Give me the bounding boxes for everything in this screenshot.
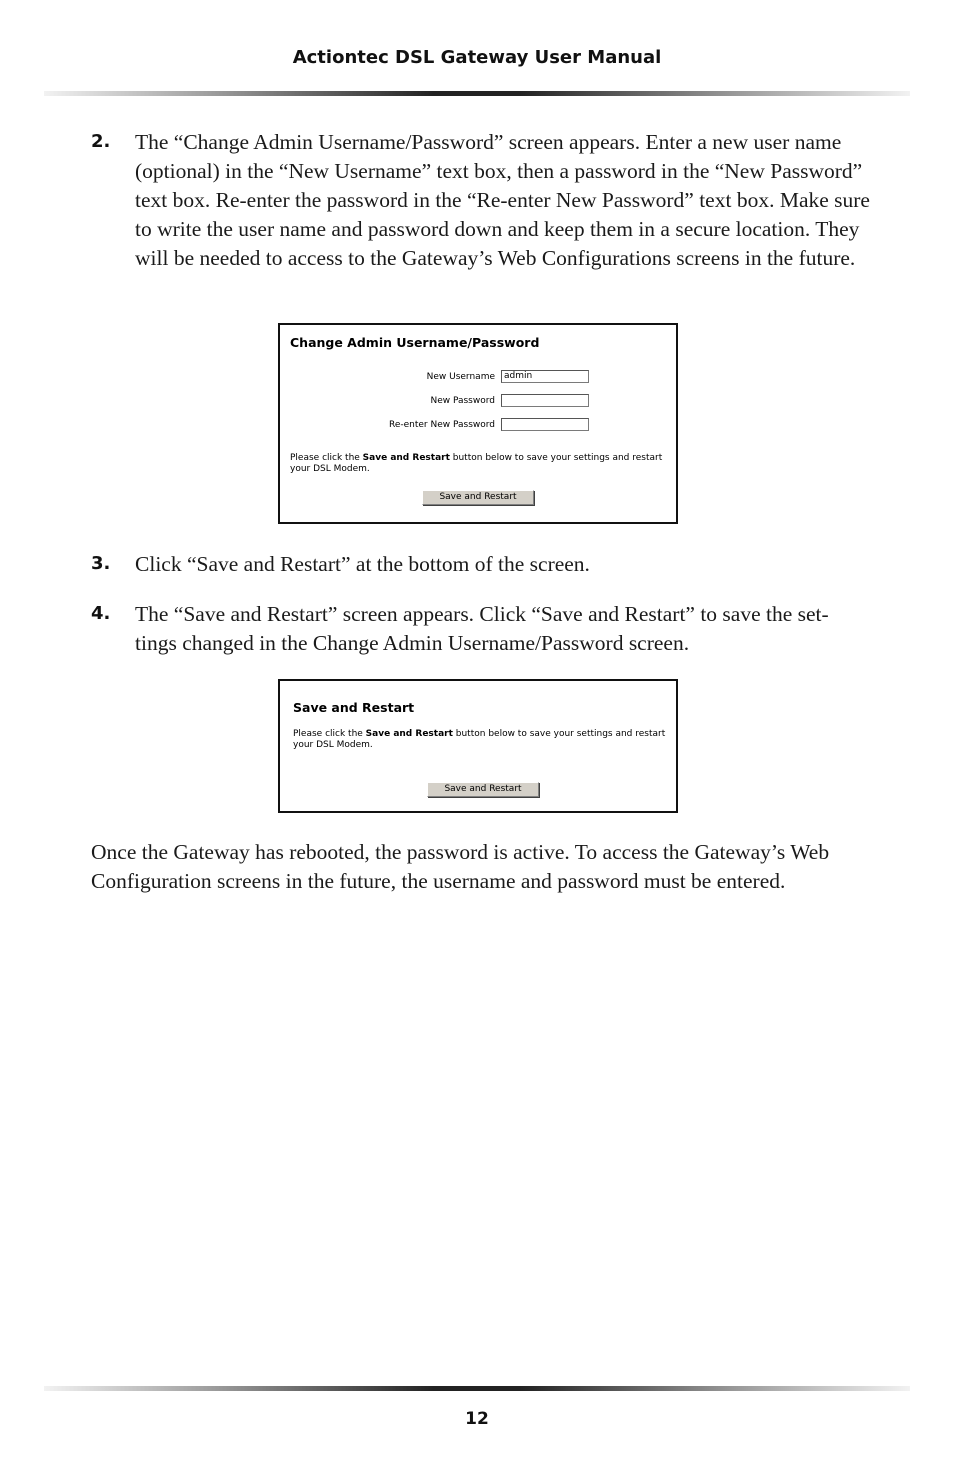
page-header-title: Actiontec DSL Gateway User Manual bbox=[292, 47, 662, 68]
screenshot-title: Save and Restart bbox=[293, 700, 415, 715]
save-instructions: Please click the Save and Restart button below to save your settings and restart your DSL Modem. bbox=[293, 729, 666, 750]
reenter-password-input[interactable] bbox=[501, 418, 589, 431]
save-and-restart-screenshot bbox=[278, 679, 678, 813]
step-text: The “Save and Restart” screen appears. Click “Save and Restart” to save the set-tings changed in the Change Admin Username/Password screen. bbox=[135, 602, 829, 655]
footer-rule bbox=[44, 1386, 910, 1391]
closing-paragraph: Once the Gateway has rebooted, the password is active. To access the Gateway’s Web Configuration screens in the future, the username and password must be entered. bbox=[91, 840, 830, 893]
step-number: 4. bbox=[91, 603, 111, 624]
new-username-input[interactable]: admin bbox=[501, 370, 589, 383]
step-number: 3. bbox=[91, 553, 111, 574]
save-and-restart-button[interactable]: Save and Restart bbox=[422, 490, 534, 505]
save-and-restart-button[interactable]: Save and Restart bbox=[427, 782, 539, 797]
step-number: 2. bbox=[91, 131, 111, 152]
step-text: Click “Save and Restart” at the bottom of the screen. bbox=[135, 552, 590, 576]
header-rule bbox=[44, 91, 910, 96]
screenshot-title: Change Admin Username/Password bbox=[290, 335, 540, 350]
save-instructions: Please click the Save and Restart button below to save your settings and restart your DSL Modem. bbox=[290, 453, 663, 474]
step-text: The “Change Admin Username/Password” screen appears. Enter a new user name (optional) in the “New Username” text box, then a password in the “New Password” text box. Re-enter the password in the “Re-enter New Password” text box. Make sure to write the user name and password down and keep them in a secure location. They will be needed to access to the Gateway’s Web Configurations screens in the future. bbox=[135, 130, 870, 270]
new-username-label: New Username bbox=[426, 372, 495, 382]
new-password-input[interactable] bbox=[501, 394, 589, 407]
change-admin-screenshot bbox=[278, 323, 678, 524]
page-number: 12 bbox=[465, 1409, 489, 1429]
new-password-label: New Password bbox=[430, 396, 495, 406]
reenter-password-label: Re-enter New Password bbox=[388, 420, 495, 430]
